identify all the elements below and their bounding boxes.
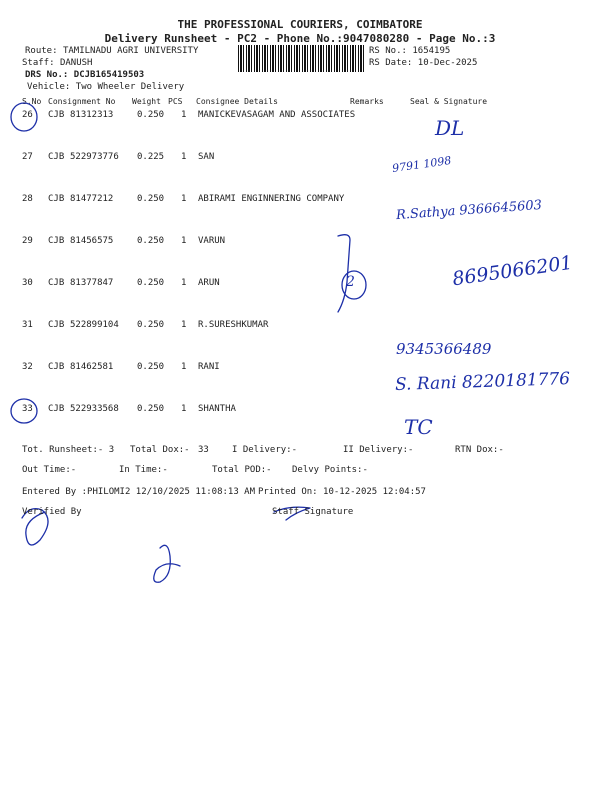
runsheet-subtitle: Delivery Runsheet - PC2 - Phone No.:9047080280 - Page No.:3 bbox=[104, 32, 496, 45]
i-delivery: I Delivery:- bbox=[232, 445, 298, 455]
row-consignment-no: 81462581 bbox=[70, 362, 114, 372]
drs-label: DRS No.: bbox=[25, 70, 69, 80]
row-consignee: ARUN bbox=[198, 278, 220, 288]
company-title: THE PROFESSIONAL COURIERS, COIMBATORE bbox=[177, 18, 423, 31]
vehicle-label: Vehicle: bbox=[27, 82, 71, 92]
row-sno: 29 bbox=[22, 236, 33, 246]
row-sno: 27 bbox=[22, 152, 33, 162]
col-pcs: PCS bbox=[168, 97, 183, 106]
circle-row33-mark bbox=[11, 399, 37, 423]
row-weight: 0.250 bbox=[137, 278, 165, 288]
col-weight: Weight bbox=[132, 97, 161, 106]
col-seal-signature: Seal & Signature bbox=[410, 97, 488, 106]
row-prefix: CJB bbox=[48, 278, 65, 288]
staff-label: Staff: bbox=[22, 58, 55, 68]
row-sno: 33 bbox=[22, 404, 33, 414]
row-consignee: R.SURESHKUMAR bbox=[198, 320, 269, 330]
row-consignee: RANI bbox=[198, 362, 220, 372]
row-sno: 28 bbox=[22, 194, 33, 204]
col-sno: S.No bbox=[22, 97, 42, 106]
row-prefix: CJB bbox=[48, 110, 65, 120]
row-weight: 0.225 bbox=[137, 152, 165, 162]
row-consignee: SHANTHA bbox=[198, 404, 236, 414]
circle-row26-mark bbox=[11, 103, 37, 131]
row-prefix: CJB bbox=[48, 320, 65, 330]
signature-row26: DL bbox=[435, 116, 465, 140]
tot-runsheet: Tot. Runsheet:- 3 bbox=[22, 445, 115, 455]
row-weight: 0.250 bbox=[137, 236, 165, 246]
row-pcs: 1 bbox=[181, 278, 187, 288]
row-sno: 30 bbox=[22, 278, 33, 288]
row-consignment-no: 522933568 bbox=[70, 404, 119, 414]
row-sno: 31 bbox=[22, 320, 33, 330]
row-consignee: VARUN bbox=[198, 236, 226, 246]
row-consignee: ABIRAMI ENGINNERING COMPANY bbox=[198, 194, 345, 204]
signature-row30: 8695066201 bbox=[451, 251, 574, 291]
row-consignment-no: 81312313 bbox=[70, 110, 114, 120]
staff-value: DANUSH bbox=[59, 58, 93, 68]
route-label: Route: bbox=[25, 46, 58, 56]
row-consignee: MANICKEVASAGAM AND ASSOCIATES bbox=[198, 110, 356, 120]
row-sno: 26 bbox=[22, 110, 33, 120]
row-weight: 0.250 bbox=[137, 110, 165, 120]
entered-by: Entered By :PHILOMI2 12/10/2025 11:08:13 AM bbox=[22, 487, 255, 497]
row-consignment-no: 81456575 bbox=[70, 236, 114, 246]
row-pcs: 1 bbox=[181, 236, 187, 246]
row-consignment-no: 81377847 bbox=[70, 278, 114, 288]
col-consignment: Consignment No bbox=[48, 97, 116, 106]
col-remarks: Remarks bbox=[350, 97, 384, 106]
staff-signature-scribble bbox=[154, 545, 180, 582]
in-time: In Time:- bbox=[119, 465, 168, 475]
verified-by-label: Verified By bbox=[22, 507, 82, 517]
bracket-mark-number: 2 bbox=[346, 274, 355, 290]
row-prefix: CJB bbox=[48, 404, 65, 414]
rs-no-value: 1654195 bbox=[412, 46, 451, 56]
row-pcs: 1 bbox=[181, 152, 187, 162]
signature-row28: R.Sathya 9366645603 bbox=[395, 197, 543, 224]
vehicle-value: Two Wheeler Delivery bbox=[75, 82, 185, 92]
row-pcs: 1 bbox=[181, 320, 187, 330]
col-consignee: Consignee Details bbox=[196, 97, 278, 106]
rs-date-label: RS Date: bbox=[369, 58, 413, 68]
rs-date-value: 10-Dec-2025 bbox=[417, 58, 478, 68]
out-time: Out Time:- bbox=[22, 465, 77, 475]
row-consignment-no: 522899104 bbox=[70, 320, 119, 330]
printed-on: Printed On: 10-12-2025 12:04:57 bbox=[258, 487, 426, 497]
rtn-dox: RTN Dox:- bbox=[455, 445, 504, 455]
total-dox-value: 33 bbox=[198, 445, 209, 455]
signature-row33: TC bbox=[404, 415, 433, 439]
row-weight: 0.250 bbox=[137, 320, 165, 330]
signature-row32: S. Rani 8220181776 bbox=[394, 368, 571, 396]
row-prefix: CJB bbox=[48, 362, 65, 372]
row-weight: 0.250 bbox=[137, 404, 165, 414]
total-pod: Total POD:- bbox=[212, 465, 272, 475]
route-value: TAMILNADU AGRI UNIVERSITY bbox=[62, 46, 199, 56]
total-dox-label: Total Dox:- bbox=[130, 445, 190, 455]
row-pcs: 1 bbox=[181, 194, 187, 204]
row-pcs: 1 bbox=[181, 362, 187, 372]
row-prefix: CJB bbox=[48, 152, 65, 162]
rs-no-label: RS No.: bbox=[369, 46, 407, 56]
row-pcs: 1 bbox=[181, 404, 187, 414]
delvy-points: Delvy Points:- bbox=[292, 465, 368, 475]
row-weight: 0.250 bbox=[137, 194, 165, 204]
staff-signature-label: Staff Signature bbox=[272, 507, 354, 517]
row-consignee: SAN bbox=[198, 152, 215, 162]
ii-delivery: II Delivery:- bbox=[343, 445, 414, 455]
signature-row27: 9791 1098 bbox=[391, 153, 453, 176]
row-prefix: CJB bbox=[48, 194, 65, 204]
row-pcs: 1 bbox=[181, 110, 187, 120]
row-consignment-no: 81477212 bbox=[70, 194, 114, 204]
drs-value: DCJB165419503 bbox=[73, 70, 145, 80]
row-consignment-no: 522973776 bbox=[70, 152, 119, 162]
row-weight: 0.250 bbox=[137, 362, 165, 372]
row-prefix: CJB bbox=[48, 236, 65, 246]
row-sno: 32 bbox=[22, 362, 33, 372]
signature-row31: 9345366489 bbox=[396, 340, 492, 358]
